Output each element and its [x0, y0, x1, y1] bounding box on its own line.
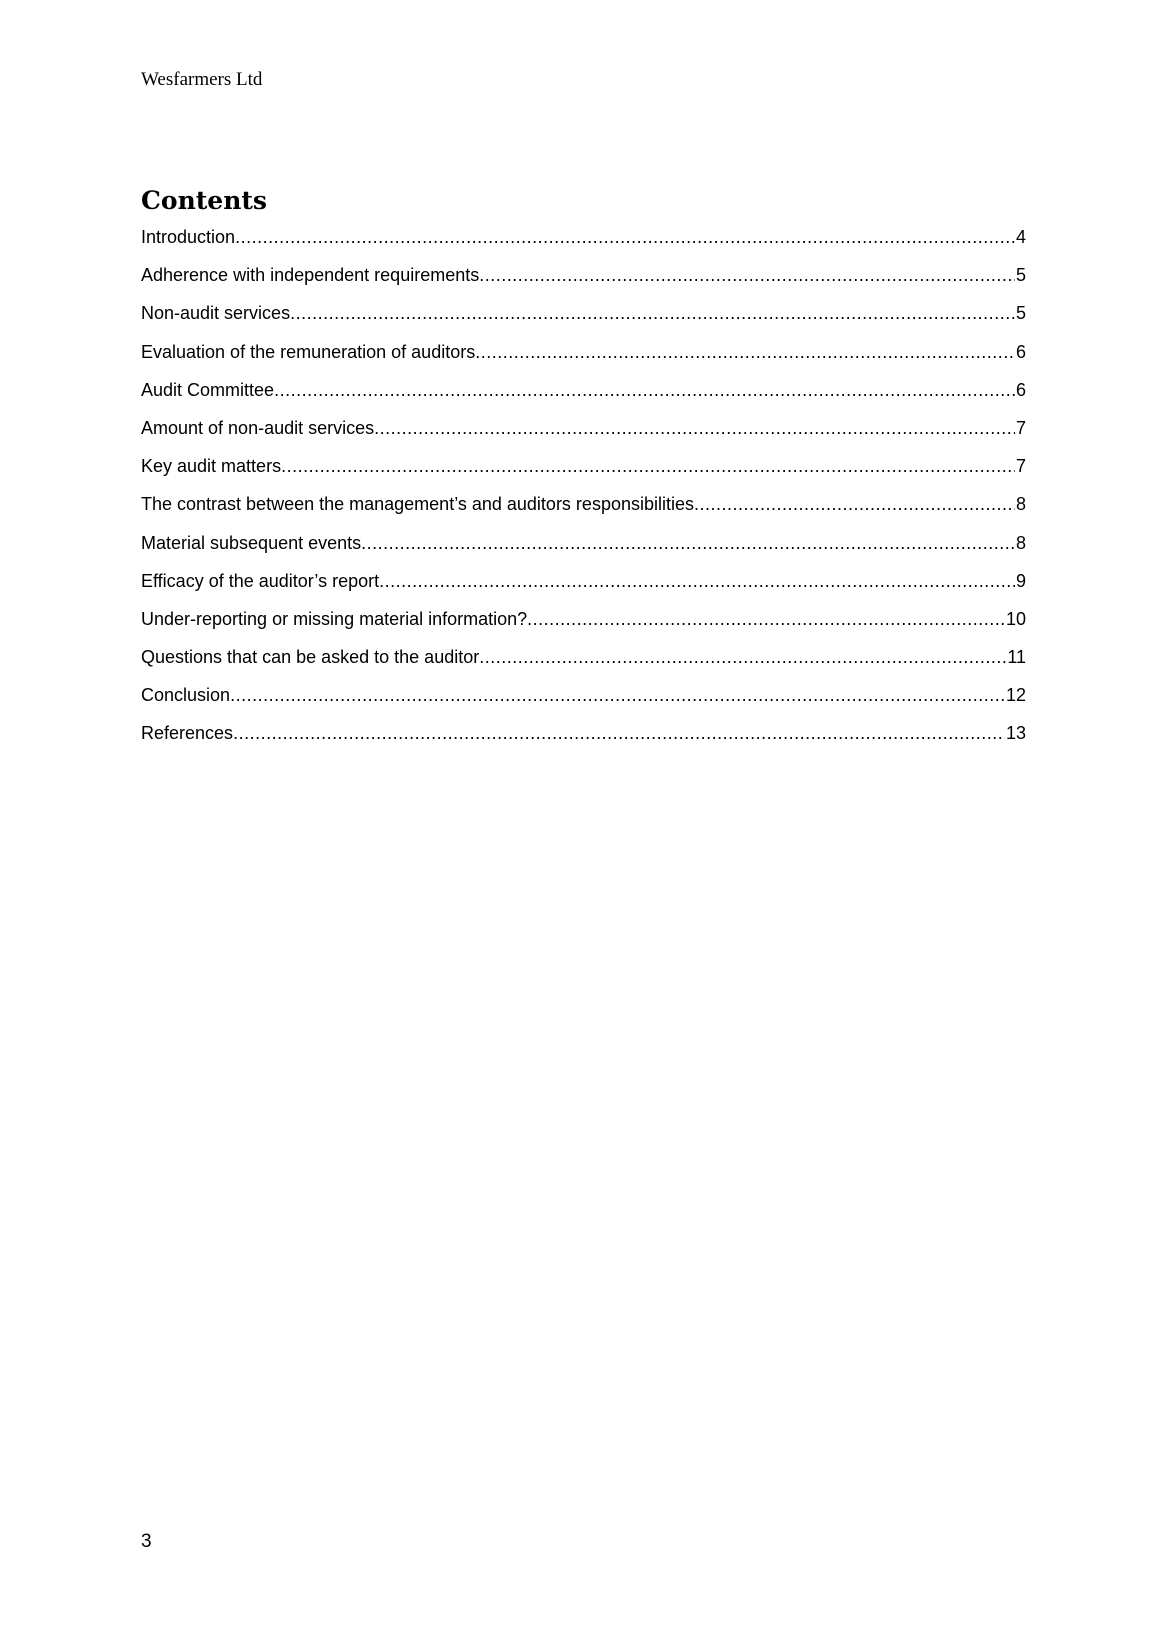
toc-entry-page: 10 — [1005, 608, 1026, 629]
toc-entry-title: Evaluation of the remuneration of auditors — [141, 341, 476, 362]
toc-entry-title: Material subsequent events — [141, 532, 362, 553]
toc-entry-key-audit-matters[interactable] — [141, 455, 1026, 493]
toc-entry-page: 9 — [1015, 570, 1026, 591]
toc-entry-remuneration[interactable] — [141, 341, 1026, 379]
toc-entry-audit-committee[interactable] — [141, 379, 1026, 417]
dot-leader — [233, 722, 1005, 744]
toc-entry-page: 7 — [1015, 456, 1026, 477]
dot-leader — [230, 684, 1005, 706]
dot-leader — [694, 493, 1015, 515]
toc-entry-introduction[interactable] — [141, 226, 1026, 264]
toc-entry-questions[interactable] — [141, 646, 1026, 684]
toc-entry-title: Questions that can be asked to the auditor — [141, 647, 480, 668]
toc-entry-page: 5 — [1015, 303, 1026, 324]
toc-entry-title: Adherence with independent requirements — [141, 265, 480, 286]
dot-leader — [290, 302, 1015, 324]
toc-entry-page: 12 — [1005, 685, 1026, 706]
toc-entry-page: 4 — [1015, 227, 1026, 247]
dot-leader — [379, 570, 1015, 592]
toc-entry-under-reporting[interactable] — [141, 608, 1026, 646]
page-number: 3 — [141, 1531, 152, 1552]
toc-entry-title: The contrast between the management’s and auditors responsibilities — [141, 494, 694, 515]
toc-entry-amount-non-audit[interactable] — [141, 417, 1026, 455]
toc-entry-title: Non-audit services — [141, 303, 291, 324]
toc-entry-adherence[interactable] — [141, 264, 1026, 302]
toc-heading: Contents — [141, 186, 268, 215]
toc-entry-title: Key audit matters — [141, 456, 282, 477]
toc-entry-page: 13 — [1005, 723, 1026, 744]
toc-entry-page: 8 — [1015, 532, 1026, 553]
toc-entry-title: Introduction — [141, 227, 236, 247]
dot-leader — [479, 646, 1006, 668]
dot-leader — [361, 532, 1015, 554]
toc-entry-title: Amount of non-audit services — [141, 417, 375, 438]
toc-entry-references[interactable] — [141, 722, 1026, 760]
dot-leader — [479, 264, 1015, 286]
toc-entry-page: 6 — [1015, 341, 1026, 362]
toc-entry-page: 6 — [1015, 379, 1026, 400]
dot-leader — [475, 341, 1015, 363]
toc-entry-title: References — [141, 723, 234, 744]
dot-leader — [281, 455, 1015, 477]
toc-entry-title: Conclusion — [141, 685, 231, 706]
table-of-contents — [141, 226, 1026, 761]
toc-entry-non-audit-services[interactable] — [141, 302, 1026, 340]
toc-entry-page: 11 — [1007, 647, 1026, 668]
running-header: Wesfarmers Ltd — [141, 69, 263, 90]
dot-leader — [374, 417, 1015, 439]
dot-leader — [235, 226, 1015, 248]
toc-entry-title: Audit Committee — [141, 379, 275, 400]
dot-leader — [274, 379, 1015, 401]
toc-entry-title: Efficacy of the auditor’s report — [141, 570, 380, 591]
toc-entry-efficacy[interactable] — [141, 570, 1026, 608]
toc-entry-conclusion[interactable] — [141, 684, 1026, 722]
toc-entry-page: 7 — [1015, 417, 1026, 438]
toc-entry-page: 5 — [1015, 265, 1026, 286]
toc-entry-title: Under-reporting or missing material information? — [141, 608, 528, 629]
toc-entry-subsequent-events[interactable] — [141, 532, 1026, 570]
toc-entry-page: 8 — [1015, 494, 1026, 515]
dot-leader — [527, 608, 1005, 630]
toc-entry-contrast[interactable] — [141, 493, 1026, 531]
